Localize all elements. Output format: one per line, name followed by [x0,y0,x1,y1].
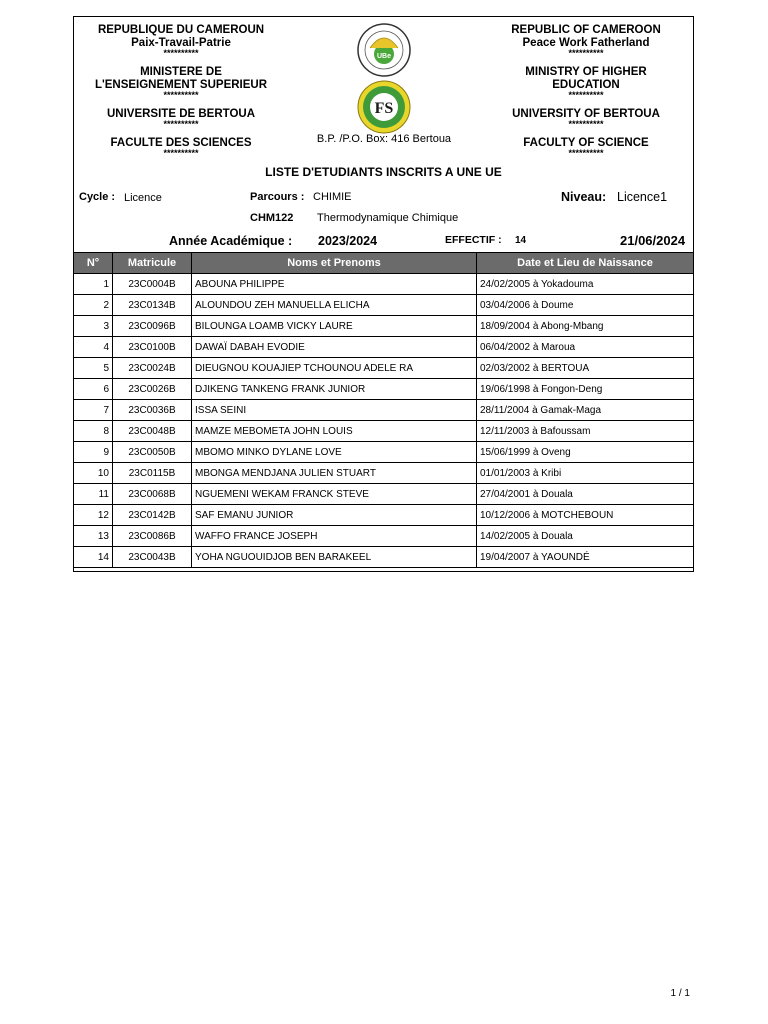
motto-fr: Paix-Travail-Patrie [131,37,231,49]
row-number: 5 [74,358,113,379]
row-number: 7 [74,400,113,421]
row-number: 3 [74,316,113,337]
ministry-fr-line2: L'ENSEIGNEMENT SUPERIEUR [94,79,268,91]
row-name: ISSA SEINI [192,400,477,421]
page-number: 1 / 1 [670,988,690,999]
row-name: DAWAÏ DABAH EVODIE [192,337,477,358]
separator-stars: ********** [568,119,604,129]
separator-stars: ********** [163,119,199,129]
row-birth: 27/04/2001 à Douala [477,484,694,505]
table-row [74,484,694,505]
table-row [74,463,694,484]
ministry-en-line2: EDUCATION [552,79,620,91]
parcours-value: CHIMIE [313,191,352,203]
table-row [74,274,694,295]
row-name: NGUEMENI WEKAM FRANCK STEVE [192,484,477,505]
document-sheet [73,16,694,572]
table-row [74,421,694,442]
row-birth: 03/04/2006 à Doume [477,295,694,316]
row-matricule: 23C0048B [113,421,192,442]
row-number: 6 [74,379,113,400]
separator-stars: ********** [568,90,604,100]
university-fr: UNIVERSITE DE BERTOUA [106,108,256,120]
separator-stars: ********** [163,90,199,100]
row-matricule: 23C0026B [113,379,192,400]
row-matricule: 23C0134B [113,295,192,316]
ministry-fr-line1: MINISTERE DE [140,66,222,78]
university-en: UNIVERSITY OF BERTOUA [512,108,660,120]
row-name: DJIKENG TANKENG FRANK JUNIOR [192,379,477,400]
row-birth: 24/02/2005 à Yokadouma [477,274,694,295]
separator-stars: ********** [568,148,604,158]
row-matricule: 23C0050B [113,442,192,463]
row-number: 9 [74,442,113,463]
row-name: YOHA NGUOUIDJOB BEN BARAKEEL [192,547,477,568]
row-name: MBOMO MINKO DYLANE LOVE [192,442,477,463]
table-row [74,400,694,421]
row-birth: 01/01/2003 à Kribi [477,463,694,484]
faculty-en: FACULTY OF SCIENCE [523,137,649,149]
document-title: LISTE D'ETUDIANTS INSCRITS A UNE UE [265,165,502,179]
row-number: 4 [74,337,113,358]
table-row [74,442,694,463]
effectif-label: EFFECTIF : [445,234,502,246]
row-name: ABOUNA PHILIPPE [192,274,477,295]
row-name: WAFFO FRANCE JOSEPH [192,526,477,547]
row-birth: 14/02/2005 à Douala [477,526,694,547]
table-row [74,379,694,400]
row-number: 11 [74,484,113,505]
row-matricule: 23C0096B [113,316,192,337]
table-row [74,358,694,379]
niveau-label: Niveau: [561,190,607,204]
motto-en: Peace Work Fatherland [522,37,650,49]
separator-stars: ********** [568,48,604,58]
ue-name: Thermodynamique Chimique [317,212,459,224]
separator-stars: ********** [163,148,199,158]
row-name: ALOUNDOU ZEH MANUELLA ELICHA [192,295,477,316]
row-number: 14 [74,547,113,568]
postal-address: B.P. /P.O. Box: 416 Bertoua [316,133,452,145]
annee-label: Année Académique : [169,234,293,248]
row-birth: 02/03/2002 à BERTOUA [477,358,694,379]
row-matricule: 23C0142B [113,505,192,526]
country-en: REPUBLIC OF CAMEROON [511,24,661,36]
row-number: 13 [74,526,113,547]
document-date: 21/06/2024 [620,233,686,248]
header-right [481,24,691,160]
row-matricule: 23C0068B [113,484,192,505]
table-row [74,505,694,526]
students-table [73,252,694,568]
row-name: DIEUGNOU KOUAJIEP TCHOUNOU ADELE RA [192,358,477,379]
row-birth: 19/06/1998 à Fongon-Deng [477,379,694,400]
faculty-logo [356,79,412,135]
faculty-fr: FACULTE DES SCIENCES [110,137,252,149]
row-number: 10 [74,463,113,484]
row-birth: 06/04/2002 à Maroua [477,337,694,358]
row-matricule: 23C0043B [113,547,192,568]
effectif-value: 14 [515,235,527,246]
col-header-number: N° [74,253,113,274]
table-header-row [74,253,694,274]
ue-code: CHM122 [250,212,294,224]
row-number: 1 [74,274,113,295]
header-left [76,24,286,160]
separator-stars: ********** [163,48,199,58]
table-row [74,316,694,337]
cycle-label: Cycle : [79,191,116,203]
row-number: 2 [74,295,113,316]
col-header-name: Noms et Prenoms [192,253,477,274]
row-matricule: 23C0086B [113,526,192,547]
university-logo [356,22,412,78]
row-birth: 18/09/2004 à Abong-Mbang [477,316,694,337]
row-matricule: 23C0004B [113,274,192,295]
row-name: MBONGA MENDJANA JULIEN STUART [192,463,477,484]
row-birth: 12/11/2003 à Bafoussam [477,421,694,442]
university-logo-text: UBe [376,53,392,60]
row-number: 12 [74,505,113,526]
col-header-birth: Date et Lieu de Naissance [477,253,694,274]
row-name: MAMZE MEBOMETA JOHN LOUIS [192,421,477,442]
row-birth: 28/11/2004 à Gamak-Maga [477,400,694,421]
row-birth: 15/06/1999 à Oveng [477,442,694,463]
row-matricule: 23C0024B [113,358,192,379]
table-row [74,337,694,358]
parcours-label: Parcours : [250,191,305,203]
row-number: 8 [74,421,113,442]
cycle-value: Licence [124,192,162,204]
row-birth: 10/12/2006 à MOTCHEBOUN [477,505,694,526]
row-name: SAF EMANU JUNIOR [192,505,477,526]
annee-value: 2023/2024 [318,234,378,248]
faculty-logo-text: FS [374,100,394,117]
country-fr: REPUBLIQUE DU CAMEROUN [97,24,265,36]
niveau-value: Licence1 [617,190,668,204]
row-name: BILOUNGA LOAMB VICKY LAURE [192,316,477,337]
row-matricule: 23C0100B [113,337,192,358]
row-matricule: 23C0115B [113,463,192,484]
row-birth: 19/04/2007 à YAOUNDÉ [477,547,694,568]
col-header-matricule: Matricule [113,253,192,274]
table-row [74,547,694,568]
ministry-en-line1: MINISTRY OF HIGHER [525,66,647,78]
table-row [74,526,694,547]
row-matricule: 23C0036B [113,400,192,421]
table-row [74,295,694,316]
